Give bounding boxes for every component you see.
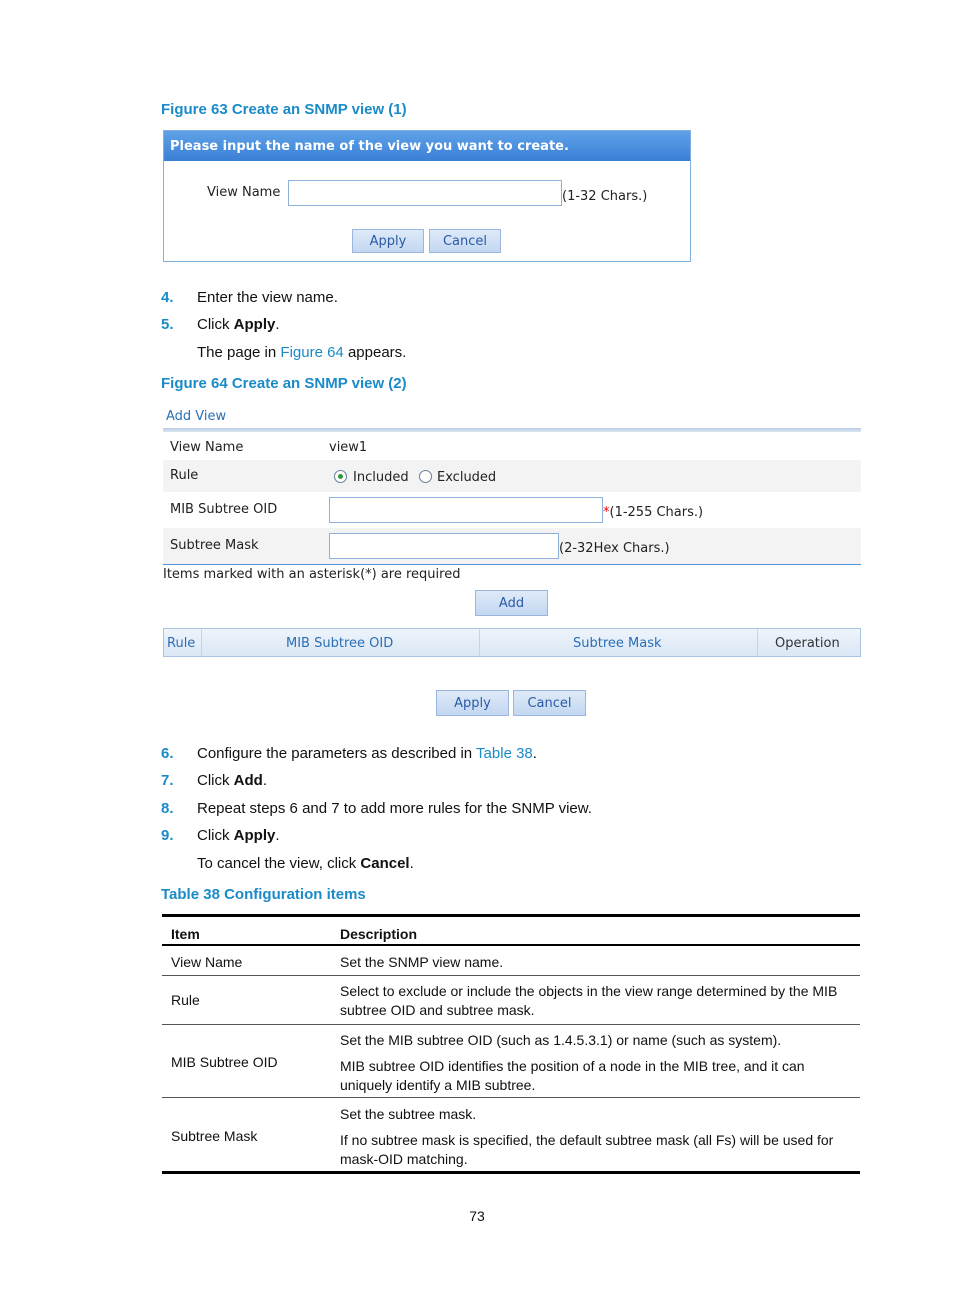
apply-button[interactable]: Apply	[352, 229, 424, 253]
step-text: Click Add.	[197, 772, 268, 789]
col-subtree-mask[interactable]: Subtree Mask	[573, 636, 662, 651]
create-view-dialog	[163, 130, 691, 262]
rule-label: Rule	[170, 468, 199, 483]
subtree-mask-input[interactable]	[329, 533, 559, 559]
step-text: Enter the view name.	[197, 289, 338, 306]
figure-64-link[interactable]: Figure 64	[280, 344, 344, 361]
figure-64-caption: Figure 64 Create an SNMP view (2)	[161, 375, 407, 392]
title-divider	[163, 428, 861, 432]
rule-excluded-radio[interactable]	[419, 470, 432, 483]
step-number: 9.	[161, 827, 174, 844]
rule-excluded-label: Excluded	[437, 470, 497, 485]
apply-button[interactable]: Apply	[436, 690, 509, 716]
view-name-hint: (1-32 Chars.)	[562, 189, 648, 204]
rule-included-radio[interactable]	[334, 470, 347, 483]
page-number: 73	[469, 1208, 485, 1224]
table-row-desc: Select to exclude or include the objects in the view range determined by the MIB subtree OID and subtree mask.	[340, 983, 838, 1018]
table-top-rule	[162, 914, 860, 917]
col-operation[interactable]: Operation	[775, 636, 840, 651]
table-row-desc: Set the MIB subtree OID (such as 1.4.5.3.1) or name (such as system).	[340, 1032, 782, 1048]
required-note: Items marked with an asterisk(*) are required	[163, 567, 461, 582]
required-asterisk: *	[603, 505, 610, 520]
note-figure64: The page in Figure 64 appears.	[197, 344, 407, 361]
view-name-label: View Name	[170, 440, 244, 455]
view-name-label: View Name	[207, 185, 281, 200]
rules-table-header	[163, 628, 861, 657]
step-number: 4.	[161, 289, 174, 306]
column-divider	[201, 629, 202, 656]
view-name-input[interactable]	[288, 180, 562, 206]
table-row-desc: Set the SNMP view name.	[340, 954, 504, 970]
figure-63-caption: Figure 63 Create an SNMP view (1)	[161, 101, 407, 118]
cancel-button[interactable]: Cancel	[513, 690, 586, 716]
table-row-desc: MIB subtree OID identifies the position of a node in the MIB tree, and it can uniquely identify a MIB subtree.	[340, 1058, 805, 1093]
mib-subtree-oid-input[interactable]	[329, 497, 603, 523]
table-row-item: Rule	[171, 992, 200, 1008]
add-button[interactable]: Add	[475, 590, 548, 616]
step-text: Repeat steps 6 and 7 to add more rules for the SNMP view.	[197, 800, 592, 817]
table-38-caption: Table 38 Configuration items	[161, 886, 366, 903]
table-row-item: Subtree Mask	[171, 1128, 258, 1144]
header-description: Description	[340, 926, 418, 942]
table-row-desc: Set the subtree mask.	[340, 1106, 477, 1122]
step-number: 7.	[161, 772, 174, 789]
col-rule[interactable]: Rule	[167, 636, 196, 651]
add-view-title: Add View	[166, 409, 227, 424]
step-text: Configure the parameters as described in Table 38.	[197, 745, 537, 762]
mask-hint: (2-32Hex Chars.)	[559, 541, 670, 556]
table-row-item: View Name	[171, 954, 243, 970]
step-text: Click Apply.	[197, 827, 280, 844]
header-item: Item	[171, 926, 200, 942]
row-divider	[162, 975, 860, 976]
row-divider	[162, 1024, 860, 1025]
oid-label: MIB Subtree OID	[170, 502, 278, 517]
rule-included-label: Included	[353, 470, 409, 485]
header-rule	[162, 944, 860, 946]
table-row-item: MIB Subtree OID	[171, 1054, 278, 1070]
view-name-value: view1	[329, 440, 368, 455]
rule-row	[163, 460, 861, 492]
cancel-button[interactable]: Cancel	[429, 229, 501, 253]
step-number: 5.	[161, 316, 174, 333]
step-number: 6.	[161, 745, 174, 762]
step-number: 8.	[161, 800, 174, 817]
dialog-banner	[164, 131, 690, 161]
note-cancel: To cancel the view, click Cancel.	[197, 855, 414, 872]
column-divider	[479, 629, 480, 656]
oid-hint: *(1-255 Chars.)	[603, 505, 704, 520]
mask-label: Subtree Mask	[170, 538, 259, 553]
table-row-desc: If no subtree mask is specified, the default subtree mask (all Fs) will be used for mask-OID matching.	[340, 1132, 834, 1167]
form-bottom-divider	[163, 564, 861, 565]
column-divider	[757, 629, 758, 656]
col-mib-subtree-oid[interactable]: MIB Subtree OID	[286, 636, 394, 651]
table-38-link[interactable]: Table 38	[476, 745, 533, 762]
dialog-banner-text: Please input the name of the view you want to create.	[170, 139, 569, 154]
table-bottom-rule	[162, 1171, 860, 1174]
row-divider	[162, 1097, 860, 1098]
step-text: Click Apply.	[197, 316, 280, 333]
